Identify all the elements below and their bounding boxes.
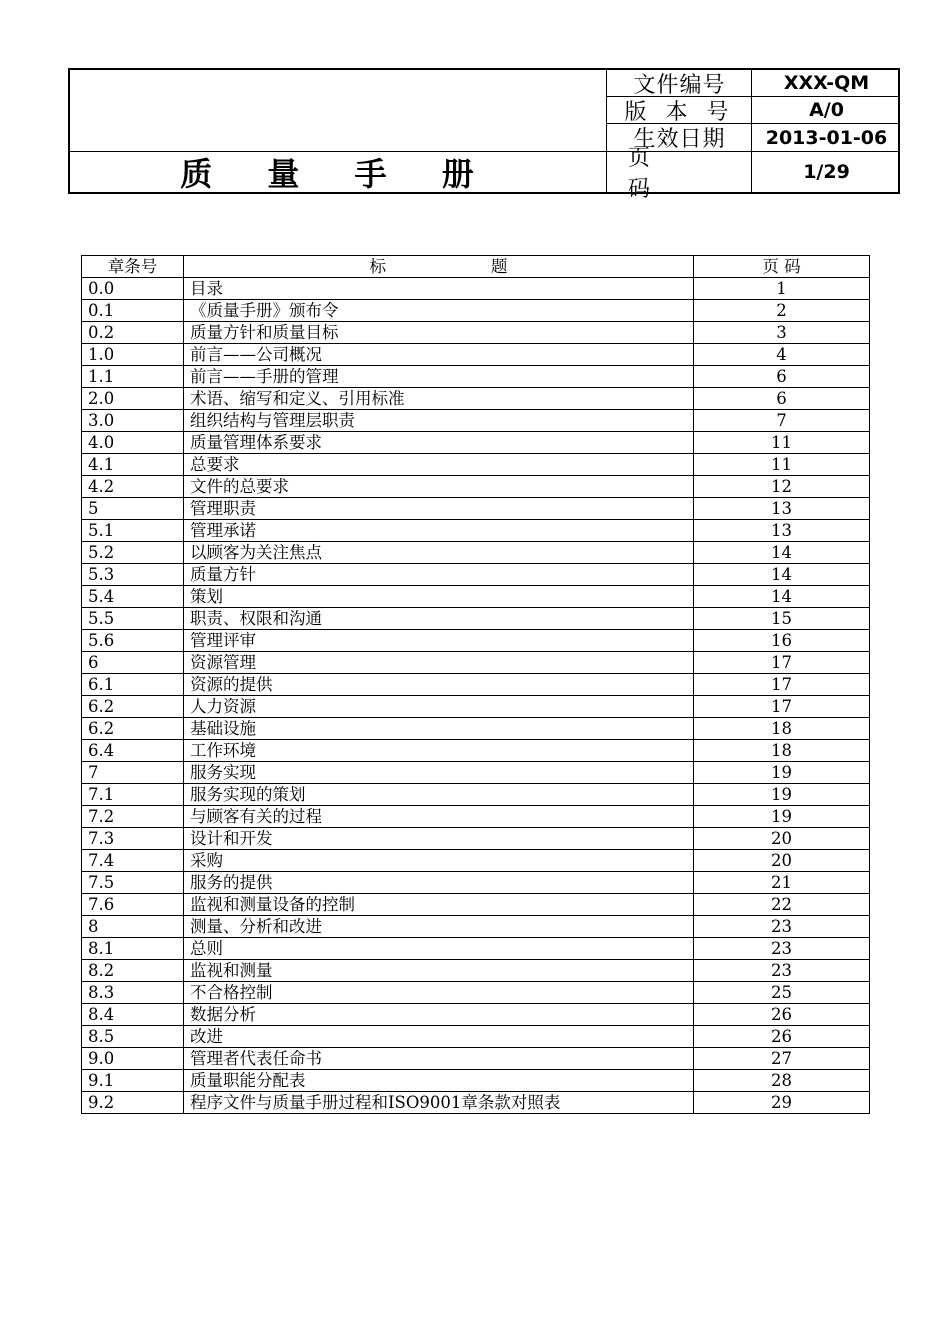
table-row	[82, 564, 870, 586]
page-number: 18	[694, 718, 870, 740]
section-number: 0.2	[82, 322, 184, 344]
table-row	[82, 388, 870, 410]
section-number: 7.6	[82, 894, 184, 916]
table-row	[82, 740, 870, 762]
section-title: 管理承诺	[184, 520, 694, 542]
version-label: 版 本 号	[624, 99, 735, 125]
section-number: 8.3	[82, 982, 184, 1004]
section-title: 质量方针	[184, 564, 694, 586]
section-number: 4.2	[82, 476, 184, 498]
table-row	[82, 586, 870, 608]
page-label: 页 码	[628, 146, 677, 202]
section-title: 改进	[184, 1026, 694, 1048]
table-row	[82, 762, 870, 784]
toc-header-row	[82, 256, 870, 278]
section-number: 0.0	[82, 278, 184, 300]
section-number: 2.0	[82, 388, 184, 410]
section-number: 5.4	[82, 586, 184, 608]
section-number: 0.1	[82, 300, 184, 322]
table-row	[82, 498, 870, 520]
table-row	[82, 784, 870, 806]
table-row	[82, 938, 870, 960]
section-title: 监视和测量设备的控制	[184, 894, 694, 916]
page-number: 17	[694, 696, 870, 718]
page-number: 23	[694, 960, 870, 982]
table-row	[82, 916, 870, 938]
page-number: 25	[694, 982, 870, 1004]
table-row	[82, 872, 870, 894]
section-number: 8.5	[82, 1026, 184, 1048]
table-row	[82, 542, 870, 564]
page-number: 27	[694, 1048, 870, 1070]
table-row	[82, 1004, 870, 1026]
section-title: 前言——手册的管理	[184, 366, 694, 388]
section-title: 资源的提供	[184, 674, 694, 696]
document-title: 质 量 手 册	[180, 155, 496, 193]
section-title: 术语、缩写和定义、引用标准	[184, 388, 694, 410]
page-number: 19	[694, 784, 870, 806]
section-number: 7.2	[82, 806, 184, 828]
section-title: 采购	[184, 850, 694, 872]
table-row	[82, 476, 870, 498]
section-number: 6.4	[82, 740, 184, 762]
table-row	[82, 674, 870, 696]
section-title: 总要求	[184, 454, 694, 476]
section-title: 管理评审	[184, 630, 694, 652]
table-row	[82, 982, 870, 1004]
doc-number-value: XXX-QM	[783, 72, 870, 94]
section-title: 管理者代表任命书	[184, 1048, 694, 1070]
section-title: 职责、权限和沟通	[184, 608, 694, 630]
section-number: 6.2	[82, 718, 184, 740]
page-number: 7	[694, 410, 870, 432]
section-number: 7.4	[82, 850, 184, 872]
column-header-title: 标 题	[184, 256, 694, 278]
page-number: 26	[694, 1026, 870, 1048]
section-title: 工作环境	[184, 740, 694, 762]
section-number: 5.5	[82, 608, 184, 630]
section-title: 监视和测量	[184, 960, 694, 982]
table-row	[82, 1092, 870, 1114]
page-number: 15	[694, 608, 870, 630]
table-row	[82, 850, 870, 872]
table-row	[82, 520, 870, 542]
section-title: 不合格控制	[184, 982, 694, 1004]
page-value: 1/29	[803, 161, 850, 183]
section-number: 5.1	[82, 520, 184, 542]
page-number: 19	[694, 806, 870, 828]
section-title: 服务实现的策划	[184, 784, 694, 806]
section-title: 目录	[184, 278, 694, 300]
section-title: 服务实现	[184, 762, 694, 784]
page-number: 14	[694, 586, 870, 608]
header-divider	[751, 70, 752, 192]
section-number: 4.0	[82, 432, 184, 454]
page-number: 17	[694, 674, 870, 696]
section-title: 与顾客有关的过程	[184, 806, 694, 828]
section-number: 5.6	[82, 630, 184, 652]
table-row	[82, 410, 870, 432]
table-row	[82, 960, 870, 982]
section-number: 4.1	[82, 454, 184, 476]
table-row	[82, 894, 870, 916]
page-number: 2	[694, 300, 870, 322]
page-number: 6	[694, 388, 870, 410]
page-number: 13	[694, 498, 870, 520]
page-number: 3	[694, 322, 870, 344]
page-number: 28	[694, 1070, 870, 1092]
section-number: 6.1	[82, 674, 184, 696]
table-row	[82, 300, 870, 322]
column-header-page: 页 码	[694, 256, 870, 278]
page-number: 19	[694, 762, 870, 784]
table-row	[82, 828, 870, 850]
table-row	[82, 652, 870, 674]
section-title: 《质量手册》颁布令	[184, 300, 694, 322]
table-row	[82, 806, 870, 828]
page-number: 23	[694, 938, 870, 960]
page-number: 13	[694, 520, 870, 542]
page-number: 17	[694, 652, 870, 674]
table-row	[82, 322, 870, 344]
section-title: 数据分析	[184, 1004, 694, 1026]
page-number: 1	[694, 278, 870, 300]
table-row	[82, 366, 870, 388]
table-row	[82, 344, 870, 366]
section-title: 设计和开发	[184, 828, 694, 850]
section-title: 文件的总要求	[184, 476, 694, 498]
section-number: 8.1	[82, 938, 184, 960]
section-title: 前言——公司概况	[184, 344, 694, 366]
section-number: 1.0	[82, 344, 184, 366]
document-header	[68, 68, 900, 202]
page-number: 14	[694, 564, 870, 586]
effective-date-value: 2013-01-06	[765, 126, 888, 149]
page-number: 22	[694, 894, 870, 916]
column-header-section: 章条号	[82, 256, 184, 278]
section-number: 5.3	[82, 564, 184, 586]
page-number: 12	[694, 476, 870, 498]
section-title: 人力资源	[184, 696, 694, 718]
section-number: 5	[82, 498, 184, 520]
section-title: 质量方针和质量目标	[184, 322, 694, 344]
table-row	[82, 696, 870, 718]
effective-date-label: 生效日期	[633, 127, 726, 152]
table-row	[82, 718, 870, 740]
version-value: A/0	[809, 99, 844, 121]
table-row	[82, 1070, 870, 1092]
section-title: 质量管理体系要求	[184, 432, 694, 454]
header-divider	[606, 70, 607, 192]
table-row	[82, 1048, 870, 1070]
page-number: 21	[694, 872, 870, 894]
section-number: 6.2	[82, 696, 184, 718]
page-number: 26	[694, 1004, 870, 1026]
section-number: 8.4	[82, 1004, 184, 1026]
section-number: 7.1	[82, 784, 184, 806]
page-number: 20	[694, 828, 870, 850]
table-of-contents	[81, 255, 870, 1114]
section-title: 以顾客为关注焦点	[184, 542, 694, 564]
section-number: 1.1	[82, 366, 184, 388]
page-number: 18	[694, 740, 870, 762]
section-title: 组织结构与管理层职责	[184, 410, 694, 432]
section-number: 6	[82, 652, 184, 674]
section-number: 5.2	[82, 542, 184, 564]
section-title: 程序文件与质量手册过程和ISO9001章条款对照表	[184, 1092, 694, 1114]
section-number: 7.5	[82, 872, 184, 894]
page-number: 11	[694, 432, 870, 454]
section-number: 9.2	[82, 1092, 184, 1114]
section-number: 8	[82, 916, 184, 938]
table-row	[82, 278, 870, 300]
section-title: 策划	[184, 586, 694, 608]
section-title: 总则	[184, 938, 694, 960]
section-number: 9.1	[82, 1070, 184, 1092]
section-title: 质量职能分配表	[184, 1070, 694, 1092]
section-number: 8.2	[82, 960, 184, 982]
table-row	[82, 1026, 870, 1048]
table-row	[82, 454, 870, 476]
doc-number-label: 文件编号	[633, 72, 726, 98]
section-title: 服务的提供	[184, 872, 694, 894]
section-title: 资源管理	[184, 652, 694, 674]
page-number: 14	[694, 542, 870, 564]
section-title: 管理职责	[184, 498, 694, 520]
section-title: 测量、分析和改进	[184, 916, 694, 938]
section-number: 7	[82, 762, 184, 784]
page-number: 20	[694, 850, 870, 872]
page-number: 6	[694, 366, 870, 388]
page-number: 4	[694, 344, 870, 366]
page-number: 11	[694, 454, 870, 476]
page-number: 16	[694, 630, 870, 652]
section-number: 9.0	[82, 1048, 184, 1070]
page-number: 29	[694, 1092, 870, 1114]
section-title: 基础设施	[184, 718, 694, 740]
table-row	[82, 630, 870, 652]
page-number: 23	[694, 916, 870, 938]
table-row	[82, 608, 870, 630]
table-row	[82, 432, 870, 454]
section-number: 3.0	[82, 410, 184, 432]
section-number: 7.3	[82, 828, 184, 850]
